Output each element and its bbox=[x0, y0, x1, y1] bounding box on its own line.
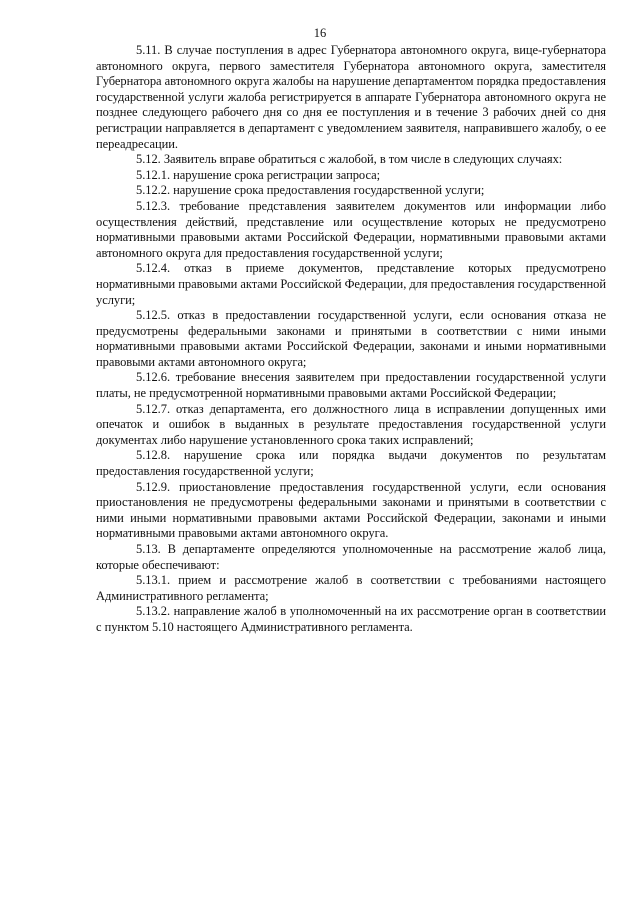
paragraph-5-12-1: 5.12.1. нарушение срока регистрации запроса; bbox=[136, 167, 381, 182]
paragraph-5-11: 5.11. В случае поступления в адрес Губернатора автономного округа, вице-губернатора автономного округа, первого заместителя Губернатора автономного округа, заместителя Губернатора автономного округа жалобы на нарушение департаментом порядка предоставления государственной услуги жалоба регистрируется в аппарате Губернатора автономного округа не позднее следующего рабочего дня со дня ее поступления и в течение 3 рабочих дней со дня регистрации направляется в департамент с уведомлением заявителя, направившего жалобу, о ее переадресации. bbox=[96, 43, 606, 151]
paragraph-5-13: 5.13. В департаменте определяются уполномоченные на рассмотрение жалоб лица, которые обеспечивают: bbox=[96, 542, 606, 572]
paragraph-5-12-8: 5.12.8. нарушение срока или порядка выдачи документов по результатам предоставления государственной услуги; bbox=[96, 448, 606, 479]
paragraph-5-12-3: 5.12.3. требование представления заявителем документов или информации либо осуществления действий, представление или осуществление которых не предусмотрено нормативными правовыми актами Российской Федерации, нормативными правовыми актами автономного округа для предоставления государственной услуги; bbox=[96, 198, 606, 260]
paragraph-5-13-2: 5.13.2. направление жалоб в уполномоченный на их рассмотрение орган в соответствии с пунктом 5.10 настоящего Административного регламента. bbox=[96, 604, 606, 634]
paragraph-5-12-2: 5.12.2. нарушение срока предоставления государственной услуги; bbox=[136, 183, 485, 198]
paragraph-5-12-9: 5.12.9. приостановление предоставления государственной услуги, если основания приостановления не предусмотрены федеральными законами и принятыми в соответствии с ними иными нормативными правовыми актами Российской Федерации, законами и иными нормативными правовыми актами автономного округа. bbox=[96, 479, 606, 541]
document-body bbox=[96, 43, 606, 636]
paragraph-5-13-1: 5.13.1. прием и рассмотрение жалоб в соответствии с требованиями настоящего Административного регламента; bbox=[96, 573, 606, 603]
paragraph-5-12-6: 5.12.6. требование внесения заявителем при предоставлении государственной услуги платы, не предусмотренной нормативными правовыми актами Российской Федерации; bbox=[96, 370, 606, 401]
paragraph-5-12-7: 5.12.7. отказ департамента, его должностного лица в исправлении допущенных ими опечаток и ошибок в выданных в результате предоставления государственной услуги документах либо нарушение установленного срока таких исправлений; bbox=[96, 401, 606, 447]
page-number: 16 bbox=[313, 26, 327, 40]
paragraph-5-12-5: 5.12.5. отказ в предоставлении государственной услуги, если основания отказа не предусмотрены федеральными законами и принятыми в соответствии с ними иными нормативными правовыми актами Российской Федерации, законами и иными нормативными правовыми актами автономного округа; bbox=[96, 308, 606, 369]
paragraph-5-12: 5.12. Заявитель вправе обратиться с жалобой, в том числе в следующих случаях: bbox=[136, 152, 563, 167]
paragraph-5-12-4: 5.12.4. отказ в приеме документов, представление которых предусмотрено нормативными правовыми актами Российской Федерации, для предоставления государственной услуги; bbox=[96, 261, 606, 307]
